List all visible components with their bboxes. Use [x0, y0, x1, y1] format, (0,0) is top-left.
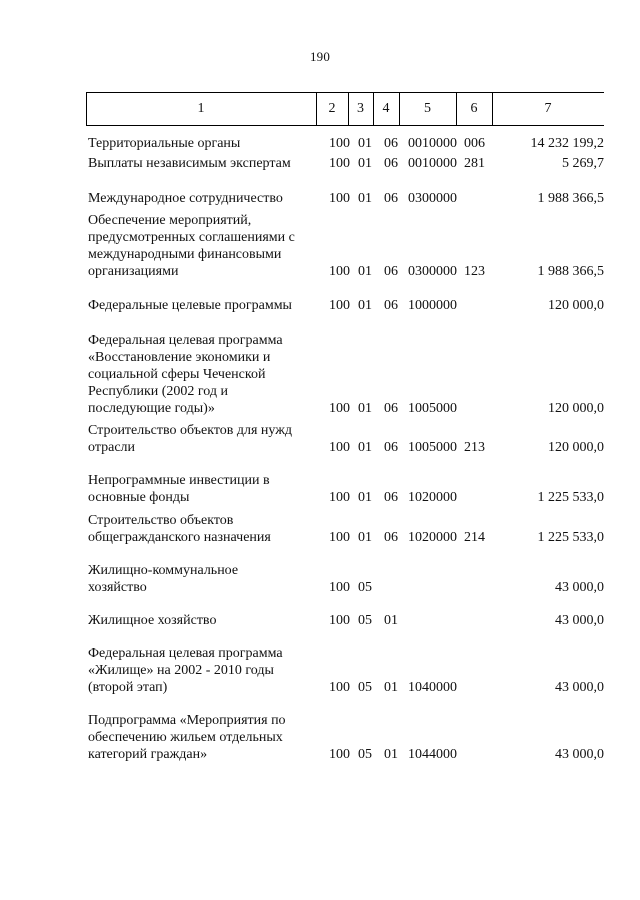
table-row: [0, 135, 640, 152]
cell-col3: 01: [358, 298, 372, 313]
cell-col4: 06: [384, 156, 398, 171]
cell-col2: 100: [329, 298, 350, 313]
cell-col3: 01: [358, 156, 372, 171]
cell-col3: 01: [358, 530, 372, 545]
cell-col7: 120 000,0: [548, 298, 604, 313]
cell-col5: 0300000: [408, 191, 457, 206]
cell-col7: 43 000,0: [555, 747, 604, 762]
cell-col7: 43 000,0: [555, 580, 604, 595]
cell-col6: 123: [464, 264, 485, 279]
table-header: [86, 92, 604, 126]
cell-col7: 1 988 366,5: [537, 191, 604, 206]
table-row: [0, 297, 640, 314]
row-description: Строительство объектов для нужд отрасли: [88, 423, 293, 455]
header-col-6: 6: [470, 101, 478, 116]
table-row: [0, 190, 640, 207]
table-row: [0, 422, 640, 456]
table-row: [0, 612, 640, 629]
cell-col3: 01: [358, 191, 372, 206]
cell-col5: 1044000: [408, 747, 457, 762]
cell-col2: 100: [329, 401, 350, 416]
cell-col6: 214: [464, 530, 485, 545]
cell-col5: 1040000: [408, 680, 457, 695]
cell-col2: 100: [329, 191, 350, 206]
cell-col7: 43 000,0: [555, 613, 604, 628]
cell-col3: 01: [358, 401, 372, 416]
table-row: [0, 332, 640, 417]
cell-col3: 01: [358, 440, 372, 455]
cell-col4: 06: [384, 440, 398, 455]
row-description: Подпрограмма «Мероприятия по обеспечению жильем отдельных категорий граждан»: [88, 713, 286, 762]
cell-col5: 0010000: [408, 156, 457, 171]
table-row: [0, 562, 640, 596]
cell-col7: 1 225 533,0: [537, 530, 604, 545]
cell-col6: 281: [464, 156, 485, 171]
header-col-5: 5: [424, 101, 431, 116]
cell-col3: 05: [358, 580, 372, 595]
row-description: Федеральные целевые программы: [88, 298, 292, 313]
row-description: Жилищное хозяйство: [88, 613, 217, 628]
cell-col7: 120 000,0: [548, 440, 604, 455]
table-row: [0, 645, 640, 696]
row-description: Федеральная целевая программа «Восстановление экономики и социальной сферы Чеченской Республики (2002 год и последующие годы)»: [88, 333, 283, 416]
table-row: [0, 155, 640, 172]
cell-col2: 100: [329, 747, 350, 762]
cell-col4: 01: [384, 613, 398, 628]
cell-col4: 06: [384, 490, 398, 505]
cell-col5: 1020000: [408, 490, 457, 505]
cell-col6: 006: [464, 136, 485, 151]
cell-col4: 06: [384, 401, 398, 416]
row-description: Международное сотрудничество: [88, 191, 283, 206]
cell-col3: 05: [358, 747, 372, 762]
cell-col5: 0010000: [408, 136, 457, 151]
cell-col5: 1000000: [408, 298, 457, 313]
cell-col7: 43 000,0: [555, 680, 604, 695]
cell-col4: 06: [384, 264, 398, 279]
cell-col7: 14 232 199,2: [530, 136, 604, 151]
row-description: Территориальные органы: [88, 136, 241, 151]
cell-col4: 06: [384, 191, 398, 206]
cell-col2: 100: [329, 136, 350, 151]
cell-col7: 5 269,7: [562, 156, 604, 171]
header-col-4: 4: [382, 101, 390, 116]
cell-col6: 213: [464, 440, 485, 455]
cell-col2: 100: [329, 490, 350, 505]
header-col-3: 3: [357, 101, 364, 116]
cell-col2: 100: [329, 580, 350, 595]
header-col-1: 1: [197, 101, 205, 116]
cell-col2: 100: [329, 680, 350, 695]
cell-col5: 1020000: [408, 530, 457, 545]
page-number: 190: [309, 49, 331, 64]
cell-col2: 100: [329, 264, 350, 279]
cell-col2: 100: [329, 613, 350, 628]
header-col-7: 7: [544, 101, 552, 116]
cell-col4: 01: [384, 680, 398, 695]
table-row: [0, 712, 640, 763]
cell-col5: 1005000: [408, 401, 457, 416]
row-description: Жилищно-коммунальное хозяйство: [88, 563, 239, 595]
cell-col4: 06: [384, 298, 398, 313]
cell-col3: 05: [358, 680, 372, 695]
table-row: [0, 472, 640, 506]
cell-col3: 01: [358, 136, 372, 151]
cell-col5: 0300000: [408, 264, 457, 279]
cell-col3: 01: [358, 490, 372, 505]
cell-col3: 05: [358, 613, 372, 628]
cell-col4: 01: [384, 747, 398, 762]
row-description: Федеральная целевая программа «Жилище» на 2002 - 2010 годы (второй этап): [88, 646, 283, 695]
header-col-2: 2: [328, 101, 336, 116]
cell-col2: 100: [329, 156, 350, 171]
cell-col7: 1 988 366,5: [537, 264, 604, 279]
cell-col5: 1005000: [408, 440, 457, 455]
table-row: [0, 512, 640, 546]
cell-col7: 1 225 533,0: [537, 490, 604, 505]
cell-col7: 120 000,0: [548, 401, 604, 416]
cell-col2: 100: [329, 440, 350, 455]
cell-col4: 06: [384, 530, 398, 545]
row-description: Строительство объектов общегражданского назначения: [88, 513, 271, 545]
cell-col3: 01: [358, 264, 372, 279]
row-description: Непрограммные инвестиции в основные фонды: [88, 473, 270, 505]
row-description: Обеспечение мероприятий, предусмотренных соглашениями с международными финансовыми организациями: [88, 213, 295, 279]
cell-col2: 100: [329, 530, 350, 545]
cell-col4: 06: [384, 136, 398, 151]
table-row: [0, 212, 640, 280]
row-description: Выплаты независимым экспертам: [88, 156, 291, 171]
